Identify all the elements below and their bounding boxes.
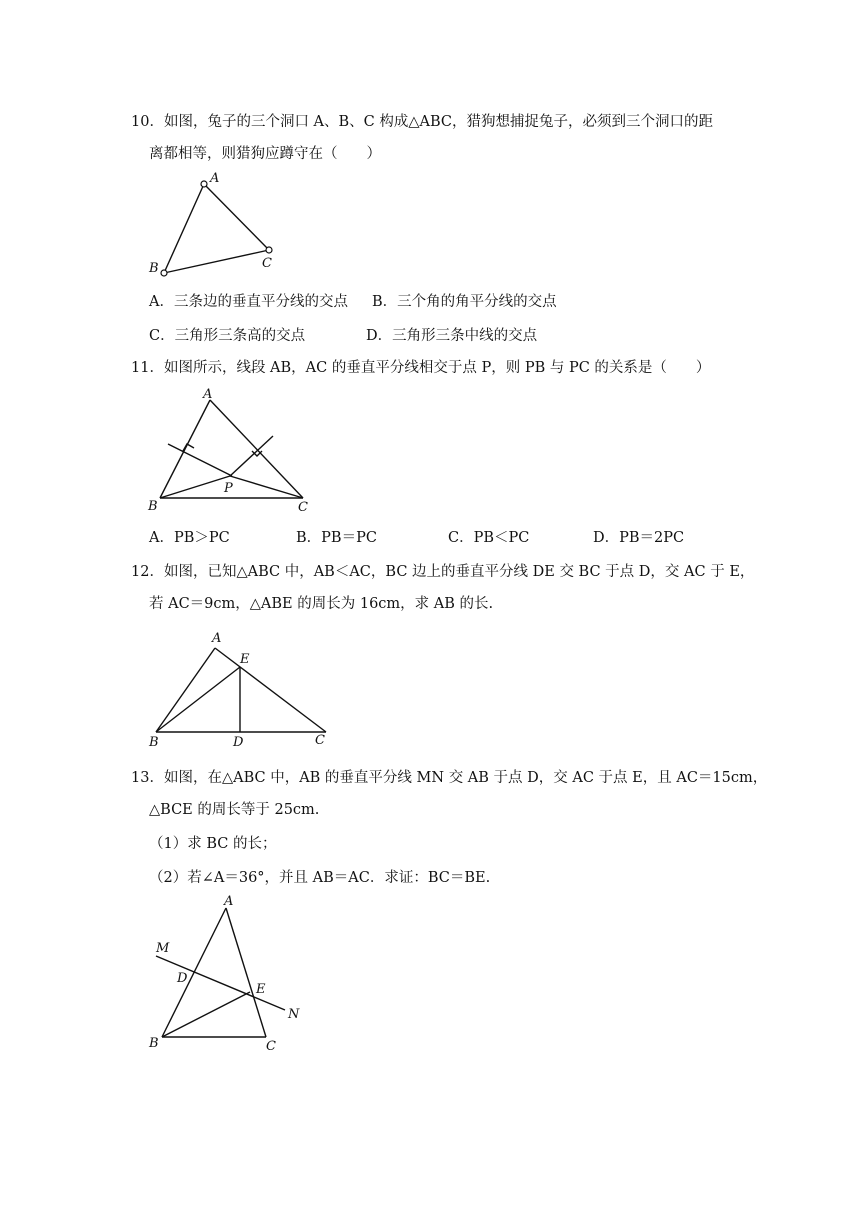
q12-segment-be [156,667,240,732]
q10-side-ac [204,184,269,250]
q13-sub-question-1: （1）求 BC 的长； [149,836,277,852]
q13-label-b: B [149,1036,159,1051]
q12-label-b: B [149,735,159,750]
q13-label-e: E [256,982,266,997]
q12-label-c: C [315,733,325,748]
q11-triangle-figure [140,384,320,514]
q10-hole-b [161,270,167,276]
q10-label-a: A [210,171,220,186]
q11-option-d[interactable]: D．PB＝2PC [593,530,685,546]
q10-option-a[interactable]: A．三条边的垂直平分线的交点 [149,294,348,310]
q10-hole-c [266,247,272,253]
q12-label-e: E [240,652,250,667]
q10-label-c: C [262,256,272,271]
q12-stem-line-1: 12．如图，已知△ABC 中，AB＜AC，BC 边上的垂直平分线 DE 交 BC 于点 D，交 AC 于 E， [131,564,755,580]
q11-label-a: A [203,387,213,402]
q12-side-ac [215,648,326,732]
q13-stem-line-2: △BCE 的周长等于 25cm. [149,802,320,818]
q13-label-n: N [288,1007,300,1022]
q11-stem-line-1: 11．如图所示，线段 AB，AC 的垂直平分线相交于点 P，则 PB 与 PC 的关系是（ ） [131,360,711,376]
q10-hole-a [201,181,207,187]
q11-perp-bisector-ac [230,436,273,476]
q11-side-ab [160,400,210,498]
q13-label-a: A [224,894,234,909]
q13-stem-line-1: 13．如图，在△ABC 中，AB 的垂直平分线 MN 交 AB 于点 D，交 AC 于点 E，且 AC＝15cm， [131,770,768,786]
q11-label-b: B [148,499,158,514]
q10-stem-line-1: 10．如图，兔子的三个洞口 A、B、C 构成△ABC，猎狗想捕捉兔子，必须到三个洞口的距 [131,114,714,130]
q13-triangle-figure [140,892,320,1057]
q10-option-b[interactable]: B．三个角的角平分线的交点 [372,294,557,310]
q10-option-c[interactable]: C．三角形三条高的交点 [149,328,306,344]
q10-label-b: B [149,261,159,276]
q10-stem-line-2: 离都相等，则猎狗应蹲守在（ ） [149,146,381,162]
q11-label-c: C [298,500,308,515]
q10-side-bc [164,250,269,273]
q12-triangle-figure [140,626,340,751]
q11-option-a[interactable]: A．PB＞PC [149,530,230,546]
q12-label-d: D [233,735,244,750]
q11-label-p: P [224,481,233,496]
q13-segment-be [162,992,250,1037]
q12-side-ab [156,648,215,732]
q12-stem-line-2: 若 AC＝9cm，△ABE 的周长为 16cm，求 AB 的长. [149,596,494,612]
q13-side-ac [226,908,266,1037]
q13-line-mn [156,956,285,1010]
q10-triangle-figure [140,168,290,283]
q11-perp-bisector-ab [168,444,232,476]
q12-label-a: A [212,631,222,646]
q13-label-m: M [156,941,170,956]
q10-side-ab [164,184,204,273]
q13-label-c: C [266,1039,276,1054]
q10-option-d[interactable]: D．三角形三条中线的交点 [366,328,538,344]
q11-segment-pb [160,476,230,498]
q13-label-d: D [177,971,188,986]
q11-option-b[interactable]: B．PB＝PC [296,530,377,546]
q13-sub-question-2: （2）若∠A＝36°，并且 AB＝AC．求证：BC＝BE. [149,870,491,886]
q11-option-c[interactable]: C．PB＜PC [448,530,530,546]
